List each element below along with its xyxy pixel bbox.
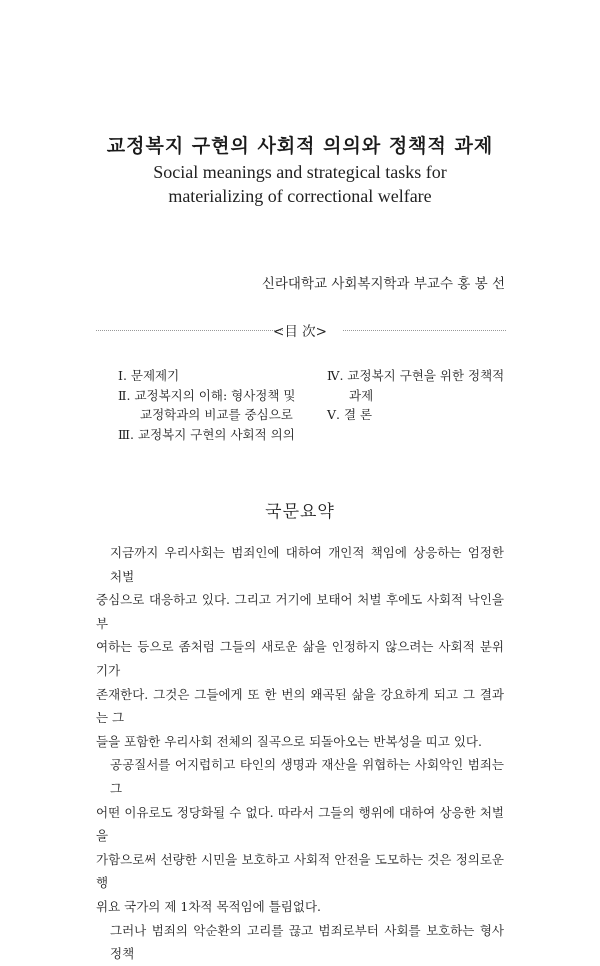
abstract-line: 여하는 등으로 좀처럼 그들의 새로운 삶을 인정하지 않으려는 사회적 분위기가 bbox=[96, 639, 504, 678]
toc-item: Ⅲ. 교정복지 구현의 사회적 의의 bbox=[118, 426, 295, 442]
paper-title-english-line2: materializing of correctional welfare bbox=[168, 186, 432, 206]
toc-right-column bbox=[327, 366, 504, 425]
paper-title-english bbox=[0, 160, 600, 208]
abstract-line: 중심으로 대응하고 있다. 그리고 거기에 보태어 처벌 후에도 사회적 낙인을 부 bbox=[96, 592, 504, 631]
toc-item: Ⅰ. 문제제기 bbox=[118, 368, 180, 383]
toc-rule-right bbox=[343, 330, 506, 331]
author-affiliation: 신라대학교 사회복지학과 부교수 홍 봉 선 bbox=[261, 276, 505, 292]
toc-left-column bbox=[118, 366, 295, 444]
toc-heading: <目 次> bbox=[273, 324, 327, 340]
abstract-line: 그러나 범죄의 악순환의 고리를 끊고 범죄로부터 사회를 보호하는 형사정책 bbox=[110, 922, 504, 962]
abstract-line: 어떤 이유로도 정당화될 수 없다. 따라서 그들의 행위에 대하여 상응한 처벌을 bbox=[96, 804, 504, 844]
abstract-line: 지금까지 우리사회는 범죄인에 대하여 개인적 책임에 상응하는 엄정한 처벌 bbox=[110, 545, 504, 584]
abstract-line: 들을 포함한 우리사회 전체의 질곡으로 되돌아오는 반복성을 띠고 있다. bbox=[96, 733, 482, 749]
toc-item: Ⅱ. 교정복지의 이해: 형사정책 및 bbox=[118, 387, 296, 403]
toc-item: Ⅴ. 결 론 bbox=[327, 407, 373, 422]
toc-item: 과제 bbox=[349, 387, 374, 403]
abstract-body bbox=[96, 541, 504, 966]
abstract-line: 존재한다. 그것은 그들에게 또 한 번의 왜곡된 삶을 강요하게 되고 그 결과는 그 bbox=[96, 686, 504, 726]
abstract-title: 국문요약 bbox=[265, 502, 335, 522]
abstract-line: 가함으로써 선량한 시민을 보호하고 사회적 안전을 도모하는 것은 정의로운 행 bbox=[96, 851, 504, 891]
paper-title-english-line1: Social meanings and strategical tasks for bbox=[153, 162, 447, 182]
paper-title-korean: 교정복지 구현의 사회적 의의와 정책적 과제 bbox=[106, 135, 494, 157]
abstract-line: 공공질서를 어지럽히고 타인의 생명과 재산을 위협하는 사회악인 범죄는 그 bbox=[110, 757, 504, 796]
toc-item: Ⅳ. 교정복지 구현을 위한 정책적 bbox=[327, 368, 505, 383]
abstract-line: 위요 국가의 제 1차적 목적임에 틀림없다. bbox=[96, 898, 321, 914]
toc-item: 교정학과의 비교를 중심으로 bbox=[140, 407, 293, 422]
